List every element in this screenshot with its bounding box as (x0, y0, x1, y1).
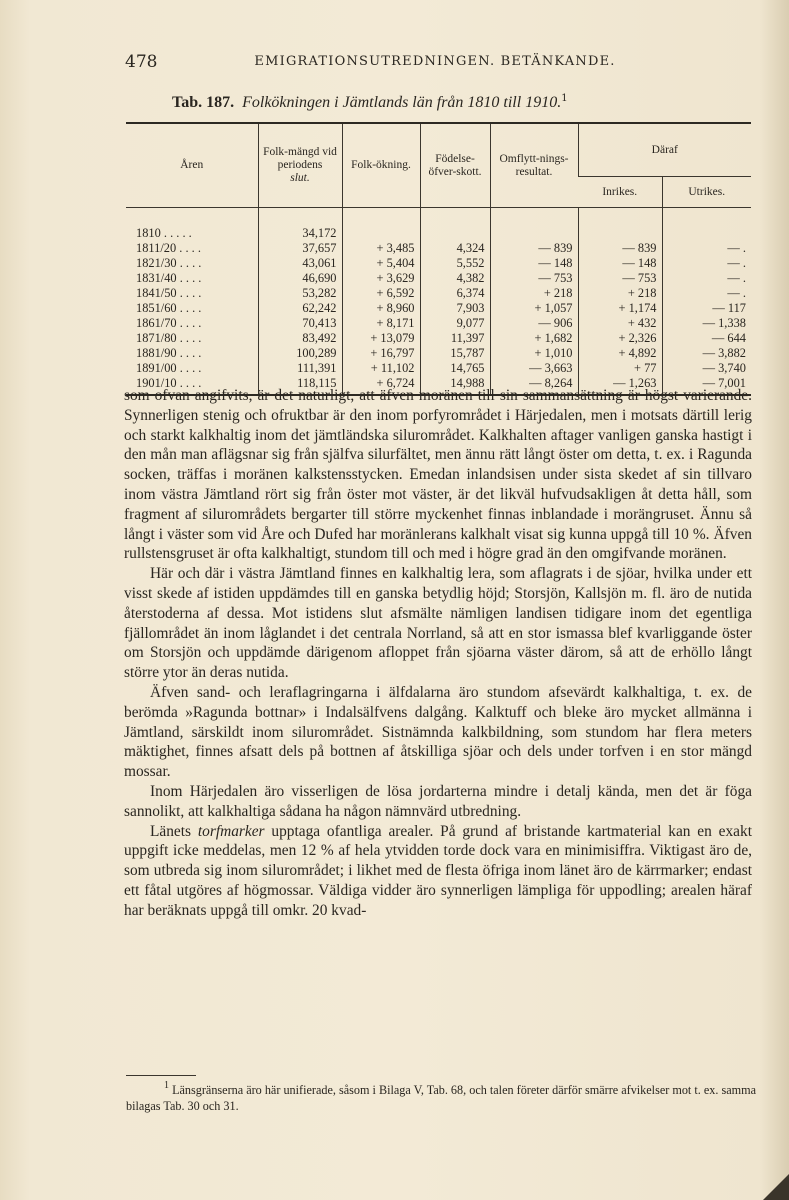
paragraph: Inom Härjedalen äro visserligen de lösa jordarterna mindre i detalj kända, men det är föga sannolikt, att kalkhaltiga sådana ha någon nämnvärd utbredning. (124, 782, 752, 820)
table-caption (172, 92, 732, 112)
cell-birth: 5,552 (420, 256, 490, 271)
cell-domestic: + 218 (578, 286, 662, 301)
cell-increase: + 6,592 (342, 286, 420, 301)
cell-domestic: — 148 (578, 256, 662, 271)
table-row (126, 226, 751, 241)
cell-foreign: — 644 (662, 331, 751, 346)
cell-birth: 11,397 (420, 331, 490, 346)
cell-migration: + 218 (490, 286, 578, 301)
cell-foreign: — 3,882 (662, 346, 751, 361)
cell-domestic: — 753 (578, 271, 662, 286)
header-migration: Omflytt-nings-resultat. (490, 123, 578, 208)
cell-population: 43,061 (258, 256, 342, 271)
cell-population: 37,657 (258, 241, 342, 256)
table-row (126, 346, 751, 361)
table-row (126, 241, 751, 256)
table-label: Tab. 187. (172, 94, 235, 111)
cell-migration: + 1,010 (490, 346, 578, 361)
paragraph-text: Länets (150, 822, 192, 840)
paragraph-text: upptaga ofantliga arealer. På grund af bristande kartmaterial kan en exakt uppgift icke meddelas, men 12 % af hela ytvidden torde dock vara en minimisiffra. Viktigast äro de, som utbreda sig inom silurområdet; i likhet med de flesta öfriga inom länet äro de kärrmarker; endast ett fåtal utgöres af högmossar. Väldiga vidder äro synnerligen lämpliga för uppodling; arealen häraf har beräknats uppgå till omkr. 20 kvad- (124, 822, 752, 919)
emphasized-term: torfmarker (197, 822, 265, 840)
cell-migration: — 839 (490, 241, 578, 256)
header-population (258, 123, 342, 208)
header-population-end: slut. (290, 172, 310, 184)
cell-population: 46,690 (258, 271, 342, 286)
cell-period: 1871/80 . . . . (136, 331, 202, 346)
paragraph (124, 822, 752, 921)
cell-foreign: — 3,740 (662, 361, 751, 376)
table-row (126, 271, 751, 286)
cell-domestic: + 77 (578, 361, 662, 376)
cell-domestic: — 1,263 (578, 376, 662, 395)
page-corner (763, 1174, 789, 1200)
cell-birth: 4,382 (420, 271, 490, 286)
cell-foreign: — . (662, 256, 751, 271)
table-row (126, 331, 751, 346)
table-row (126, 256, 751, 271)
page-header (125, 52, 745, 76)
cell-increase: + 13,079 (342, 331, 420, 346)
cell-migration (490, 226, 578, 241)
cell-period: 1810 . . . . . (136, 226, 192, 241)
footnote (126, 1078, 756, 1114)
page-number: 478 (125, 52, 158, 72)
header-foreign: Utrikes. (662, 177, 751, 208)
cell-period: 1851/60 . . . . (136, 301, 202, 316)
table-row (126, 361, 751, 376)
cell-increase (342, 226, 420, 241)
cell-period: 1841/50 . . . . (136, 286, 202, 301)
cell-birth: 14,765 (420, 361, 490, 376)
cell-migration: — 148 (490, 256, 578, 271)
cell-birth: 14,988 (420, 376, 490, 395)
cell-foreign: — 117 (662, 301, 751, 316)
table-row (126, 286, 751, 301)
footnote-text: Länsgränserna äro här unifierade, såsom i Bilaga V, Tab. 68, och talen företer därför smärre afvikelser mot t. ex. samma bilagas Tab. 30 och 31. (126, 1083, 757, 1113)
cell-population: 70,413 (258, 316, 342, 331)
header-years: Åren (126, 123, 258, 208)
table-row (126, 301, 751, 316)
cell-period: 1891/00 . . . . (136, 361, 202, 376)
cell-foreign: — . (662, 286, 751, 301)
cell-population: 111,391 (258, 361, 342, 376)
cell-domestic: + 2,326 (578, 331, 662, 346)
cell-birth: 4,324 (420, 241, 490, 256)
cell-period: 1901/10 . . . . (126, 376, 258, 395)
population-table (126, 122, 751, 396)
cell-increase: + 3,485 (342, 241, 420, 256)
footnote-reference: 1 (561, 93, 568, 104)
cell-increase: + 6,724 (342, 376, 420, 395)
cell-birth: 7,903 (420, 301, 490, 316)
paragraph: Äfven sand- och leraflagringarna i älfdalarna äro stundom afsevärdt kalkhaltiga, t. ex. de berömda »Ragunda bottnar» i Indalsälfvens dalgång. Kalktuff och bleke äro mycket allmänna i Jämtland, särskildt inom silurområdet. Sistnämnda kalkbildning, som stundom har flera meters mäktighet, finnes afsatt dels på bottnen af åtskilliga sjöar och dels under torfven i en stor mängd mossar. (124, 683, 752, 781)
cell-period: 1881/90 . . . . (136, 346, 202, 361)
cell-increase: + 16,797 (342, 346, 420, 361)
cell-population: 62,242 (258, 301, 342, 316)
table-title: Folkökningen i Jämtlands län från 1810 till 1910. (242, 94, 562, 111)
cell-birth (420, 226, 490, 241)
cell-foreign: — 7,001 (662, 376, 751, 395)
cell-domestic: + 432 (578, 316, 662, 331)
cell-domestic: + 4,892 (578, 346, 662, 361)
cell-increase: + 8,960 (342, 301, 420, 316)
header-birth-surplus: Födelse-öfver-skott. (420, 123, 490, 208)
body-text (124, 386, 752, 921)
cell-period: 1831/40 . . . . (136, 271, 202, 286)
paragraph: Här och där i västra Jämtland finnes en kalkhaltig lera, som aflagrats i de sjöar, hvilka under ett visst skede af istiden uppdämdes till en ganska betydlig höjd; Storsjön, Kallsjön m. fl. äro de nutida återstoderna af dessa. Mot istidens slut afsmälte nämligen landisen tidigare inom det egentliga fjällområdet än inom låglandet i det centrala Norrland, så att en stor ismassa blef kvarliggande öster om Storsjön och uppdämde därigenom afloppet från sjöarna väster därom, så att de erhöllo långt större ytor än deras nutida. (124, 565, 752, 682)
cell-migration: — 906 (490, 316, 578, 331)
header-increase: Folk-ökning. (342, 123, 420, 208)
running-title: EMIGRATIONSUTREDNINGEN. BETÄNKANDE. (254, 54, 616, 69)
header-domestic: Inrikes. (578, 177, 662, 208)
cell-period: 1861/70 . . . . (136, 316, 202, 331)
cell-increase: + 3,629 (342, 271, 420, 286)
cell-period: 1821/30 . . . . (136, 256, 202, 271)
cell-foreign: — . (662, 271, 751, 286)
header-population-label: Folk-mängd vid periodens (263, 146, 337, 171)
cell-migration: — 753 (490, 271, 578, 286)
cell-population: 83,492 (258, 331, 342, 346)
cell-population: 53,282 (258, 286, 342, 301)
cell-population: 100,289 (258, 346, 342, 361)
cell-migration: + 1,682 (490, 331, 578, 346)
cell-increase: + 5,404 (342, 256, 420, 271)
table-row (126, 316, 751, 331)
cell-population: 118,115 (258, 376, 342, 395)
cell-migration: — 3,663 (490, 361, 578, 376)
footnote-rule (126, 1075, 196, 1076)
cell-foreign (662, 226, 751, 241)
cell-migration: — 8,264 (490, 376, 578, 395)
footnote-mark: 1 (164, 1080, 169, 1091)
cell-population: 34,172 (258, 226, 342, 241)
header-thereof: Däraf (578, 123, 751, 177)
cell-migration: + 1,057 (490, 301, 578, 316)
cell-birth: 15,787 (420, 346, 490, 361)
cell-increase: + 11,102 (342, 361, 420, 376)
cell-birth: 9,077 (420, 316, 490, 331)
cell-domestic: + 1,174 (578, 301, 662, 316)
cell-foreign: — . (662, 241, 751, 256)
cell-period: 1811/20 . . . . (136, 241, 201, 256)
cell-domestic (578, 226, 662, 241)
cell-birth: 6,374 (420, 286, 490, 301)
paragraph: som ofvan angifvits, är det naturligt, att äfven moränen till sin sammansättning är högst varierande. Synnerligen stenig och ofruktbar är den inom porfyrområdet i Härjedalen, men i motsats därtill lerig och starkt kalkhaltig inom det jämtländska silurområdet. Kalkhalten aftager vanligen ganska hastigt i den mån man aflägsnar sig från själfva silurfältet, men ännu rätt långt öster om detta, t. ex. i Ragunda socken, träffas i moränen kalkstensstycken. Emedan inlandsisen under sista skedet af sin tillvaro inom västra Jämtland rört sig från öster mot väster, är det likväl hufvudsakligen åt detta håll, som fragment af silurområdets bergarter till större myckenhet finnas inblandade i morängruset. Ännu så långt i väster som vid Åre och Dufed har moränlerans kalkhalt visat sig kunna uppgå till 10 %. Äfven rullstensgruset är ofta kalkhaltigt, stundom till och med i högre grad än den omgifvande moränen. (124, 387, 752, 563)
cell-foreign: — 1,338 (662, 316, 751, 331)
cell-increase: + 8,171 (342, 316, 420, 331)
cell-domestic: — 839 (578, 241, 662, 256)
